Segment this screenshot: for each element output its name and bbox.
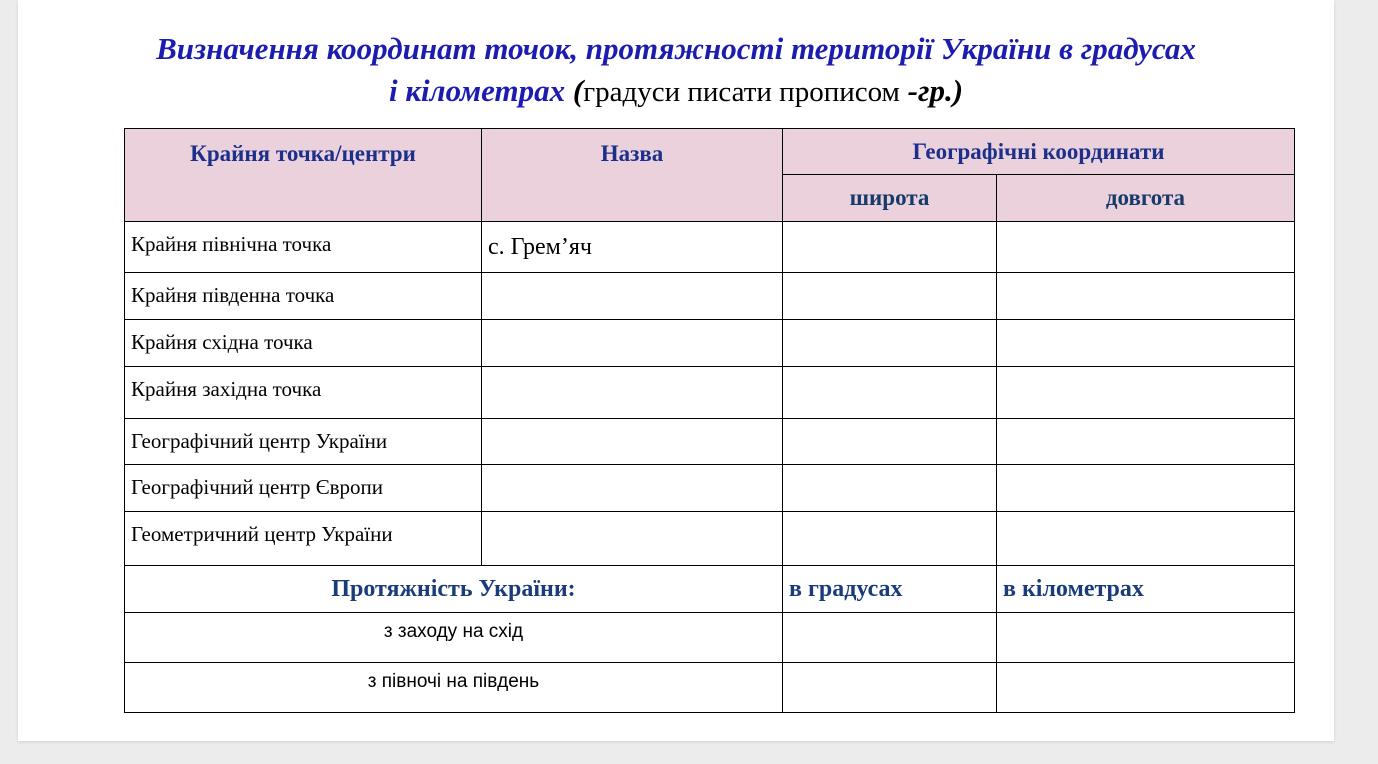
name-cell[interactable] [482, 512, 783, 566]
name-cell[interactable] [482, 273, 783, 320]
latitude-cell[interactable] [783, 222, 997, 273]
header-row [125, 129, 1295, 175]
name-cell[interactable] [482, 367, 783, 419]
header-longitude: довгота [997, 175, 1295, 222]
row-label: Крайня західна точка [125, 367, 482, 419]
extent-kilometers-cell[interactable] [997, 613, 1295, 663]
extent-row-label: з заходу на схід [125, 613, 783, 663]
table-row [125, 613, 1295, 663]
longitude-cell[interactable] [997, 367, 1295, 419]
longitude-cell[interactable] [997, 419, 1295, 465]
latitude-cell[interactable] [783, 273, 997, 320]
table-row [125, 367, 1295, 419]
row-label: Географічний центр України [125, 419, 482, 465]
latitude-cell[interactable] [783, 320, 997, 367]
table-row [125, 663, 1295, 713]
title-paren-open: ( [572, 73, 584, 108]
latitude-cell[interactable] [783, 512, 997, 566]
table-row [125, 320, 1295, 367]
name-cell[interactable] [482, 419, 783, 465]
title-line-1: Визначення координат точок, протяжності території України в градусах [156, 31, 1196, 66]
header-coordinates: Географічні координати [783, 129, 1295, 175]
extent-header-row [125, 566, 1295, 613]
row-label: Крайня східна точка [125, 320, 482, 367]
latitude-cell[interactable] [783, 419, 997, 465]
title-abbr: -гр.) [907, 73, 964, 108]
row-label: Крайня північна точка [125, 222, 482, 273]
extent-row-label: з півночі на південь [125, 663, 783, 713]
table-row [125, 512, 1295, 566]
header-name: Назва [482, 129, 783, 222]
coordinates-table [124, 128, 1295, 713]
longitude-cell[interactable] [997, 222, 1295, 273]
title-line-2: і кілометрах [388, 73, 566, 108]
header-point: Крайня точка/центри [125, 129, 482, 222]
longitude-cell[interactable] [997, 465, 1295, 512]
header-latitude: широта [783, 175, 997, 222]
extent-kilometers-header: в кілометрах [997, 566, 1295, 613]
document-page [18, 0, 1334, 741]
extent-kilometers-cell[interactable] [997, 663, 1295, 713]
extent-degrees-header: в градусах [783, 566, 997, 613]
name-cell[interactable]: с. Грем’яч [482, 222, 783, 273]
extent-title: Протяжність України: [125, 566, 783, 613]
name-cell[interactable] [482, 320, 783, 367]
page-title [18, 28, 1334, 113]
extent-degrees-cell[interactable] [783, 663, 997, 713]
longitude-cell[interactable] [997, 512, 1295, 566]
latitude-cell[interactable] [783, 367, 997, 419]
extent-degrees-cell[interactable] [783, 613, 997, 663]
row-label: Геометричний центр України [125, 512, 482, 566]
row-label: Крайня південна точка [125, 273, 482, 320]
title-note: градуси писати прописом [583, 76, 900, 108]
table-row [125, 419, 1295, 465]
latitude-cell[interactable] [783, 465, 997, 512]
longitude-cell[interactable] [997, 320, 1295, 367]
table-row [125, 465, 1295, 512]
table-row [125, 222, 1295, 273]
name-cell[interactable] [482, 465, 783, 512]
longitude-cell[interactable] [997, 273, 1295, 320]
table-row [125, 273, 1295, 320]
row-label: Географічний центр Європи [125, 465, 482, 512]
